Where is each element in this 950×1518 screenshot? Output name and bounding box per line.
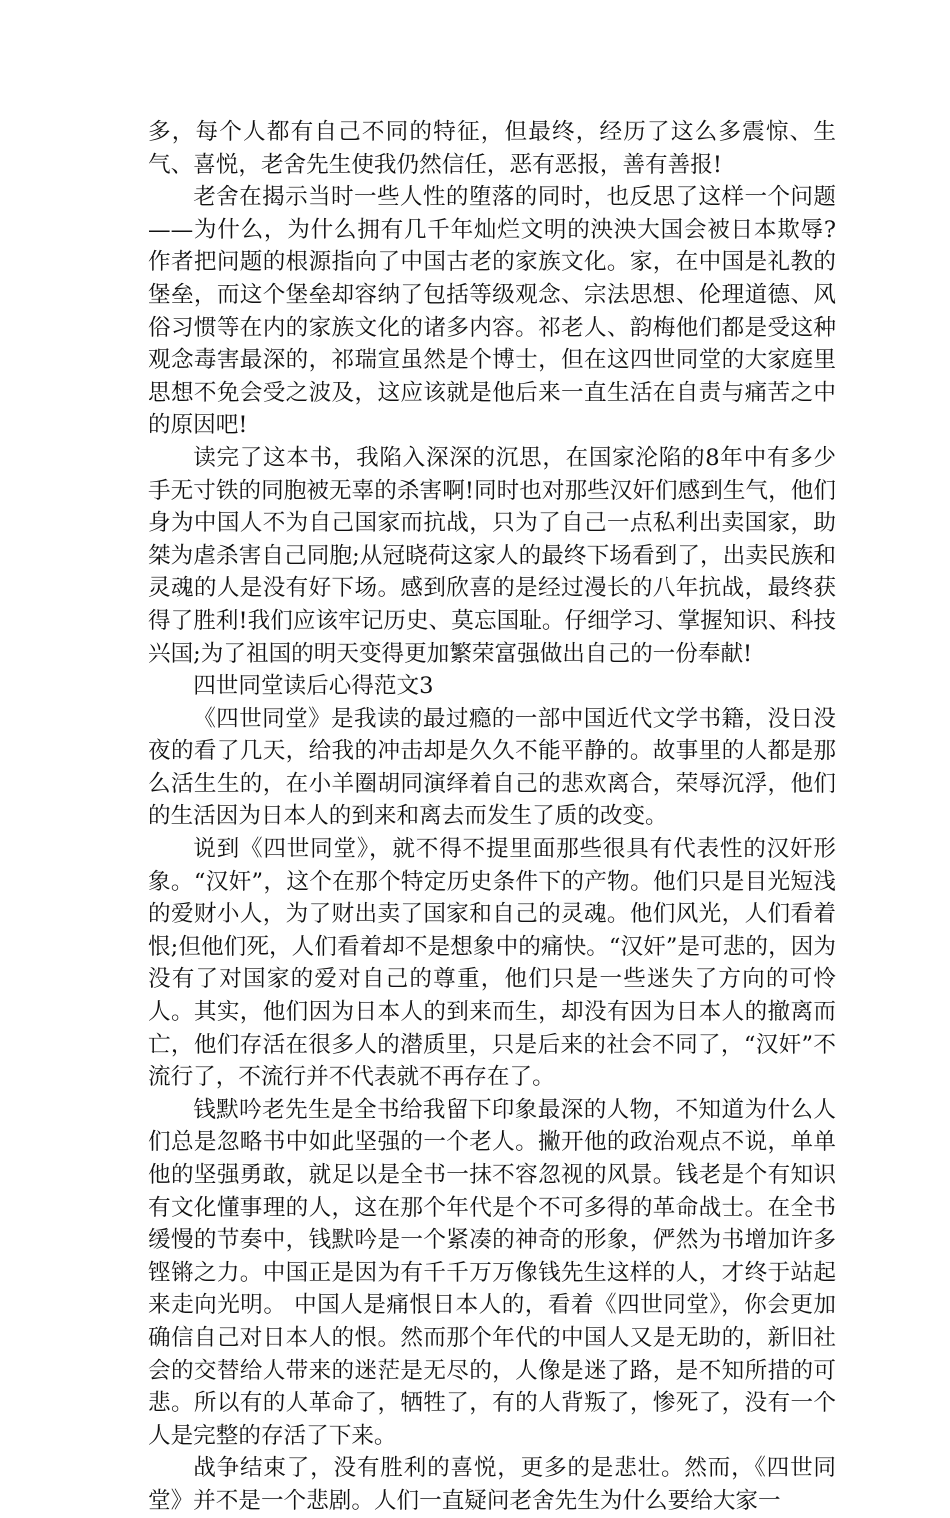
- paragraph-1: 多，每个人都有自己不同的特征，但最终，经历了这么多震惊、生气、喜悦，老舍先生使我仍然信任，恶有恶报，善有善报!: [148, 119, 836, 178]
- paragraph-2: 老舍在揭示当时一些人性的堕落的同时，也反思了这样一个问题——为什么，为什么拥有几千年灿烂文明的泱泱大国会被日本欺辱?作者把问题的根源指向了中国古老的家族文化。家，在中国是礼教的堡垒，而这个堡垒却容纳了包括等级观念、宗法思想、伦理道德、风俗习惯等在内的家族文化的诸多内容。祁老人、韵梅他们都是受这种观念毒害最深的，祁瑞宣虽然是个博士，但在这四世同堂的大家庭里思想不免会受之波及，这应该就是他后来一直生活在自责与痛苦之中的原因吧!: [148, 184, 836, 439]
- document-body: [148, 116, 836, 1518]
- paragraph-4: 《四世同堂》是我读的最过瘾的一部中国近代文学书籍，没日没夜的看了几天，给我的冲击却是久久不能平静的。故事里的人都是那么活生生的，在小羊圈胡同演绎着自己的悲欢离合，荣辱沉浮，他们的生活因为日本人的到来和离去而发生了质的改变。: [148, 705, 836, 830]
- paragraph-7: 战争结束了，没有胜利的喜悦，更多的是悲壮。然而，《四世同堂》并不是一个悲剧。人们一直疑问老舍先生为什么要给大家一: [148, 1455, 836, 1514]
- paragraph-5: 说到《四世同堂》，就不得不提里面那些很具有代表性的汉奸形象。“汉奸”，这个在那个特定历史条件下的产物。他们只是目光短浅的爱财小人，为了财出卖了国家和自己的灵魂。他们风光，人们看着恨;但他们死，人们看着却不是想象中的痛快。“汉奸”是可悲的，因为没有了对国家的爱对自己的尊重，他们只是一些迷失了方向的可怜人。其实，他们因为日本人的到来而生，却没有因为日本人的撤离而亡，他们存活在很多人的潜质里，只是后来的社会不同了，“汉奸”不流行了，不流行并不代表就不再存在了。: [148, 836, 836, 1091]
- paragraph-3: 读完了这本书，我陷入深深的沉思，在国家沦陷的8年中有多少手无寸铁的同胞被无辜的杀害啊!同时也对那些汉奸们感到生气，他们身为中国人不为自己国家而抗战，只为了自己一点私利出卖国家，助桀为虐杀害自己同胞;从冠晓荷这家人的最终下场看到了，出卖民族和灵魂的人是没有好下场。感到欣喜的是经过漫长的八年抗战，最终获得了胜利!我们应该牢记历史、莫忘国耻。仔细学习、掌握知识、科技兴国;为了祖国的明天变得更加繁荣富强做出自己的一份奉献!: [148, 444, 836, 667]
- paragraph-6: 钱默吟老先生是全书给我留下印象最深的人物，不知道为什么人们总是忽略书中如此坚强的一个老人。撇开他的政治观点不说，单单他的坚强勇敢，就足以是全书一抹不容忽视的风景。钱老是个有知识有文化懂事理的人，这在那个年代是个不可多得的革命战士。在全书缓慢的节奏中，钱默吟是一个紧凑的神奇的形象，俨然为书增加许多铿锵之力。中国正是因为有千千万万像钱先生这样的人，才终于站起来走向光明。 中国人是痛恨日本人的，看着《四世同堂》，你会更加确信自己对日本人的恨。然而那个年代的中国人又是无助的，新旧社会的交替给人带来的迷茫是无尽的，人像是迷了路，是不知所措的可悲。所以有的人革命了，牺牲了，有的人背叛了，惨死了，没有一个人是完整的存活了下来。: [148, 1096, 836, 1449]
- section-heading: 四世同堂读后心得范文3: [193, 673, 434, 700]
